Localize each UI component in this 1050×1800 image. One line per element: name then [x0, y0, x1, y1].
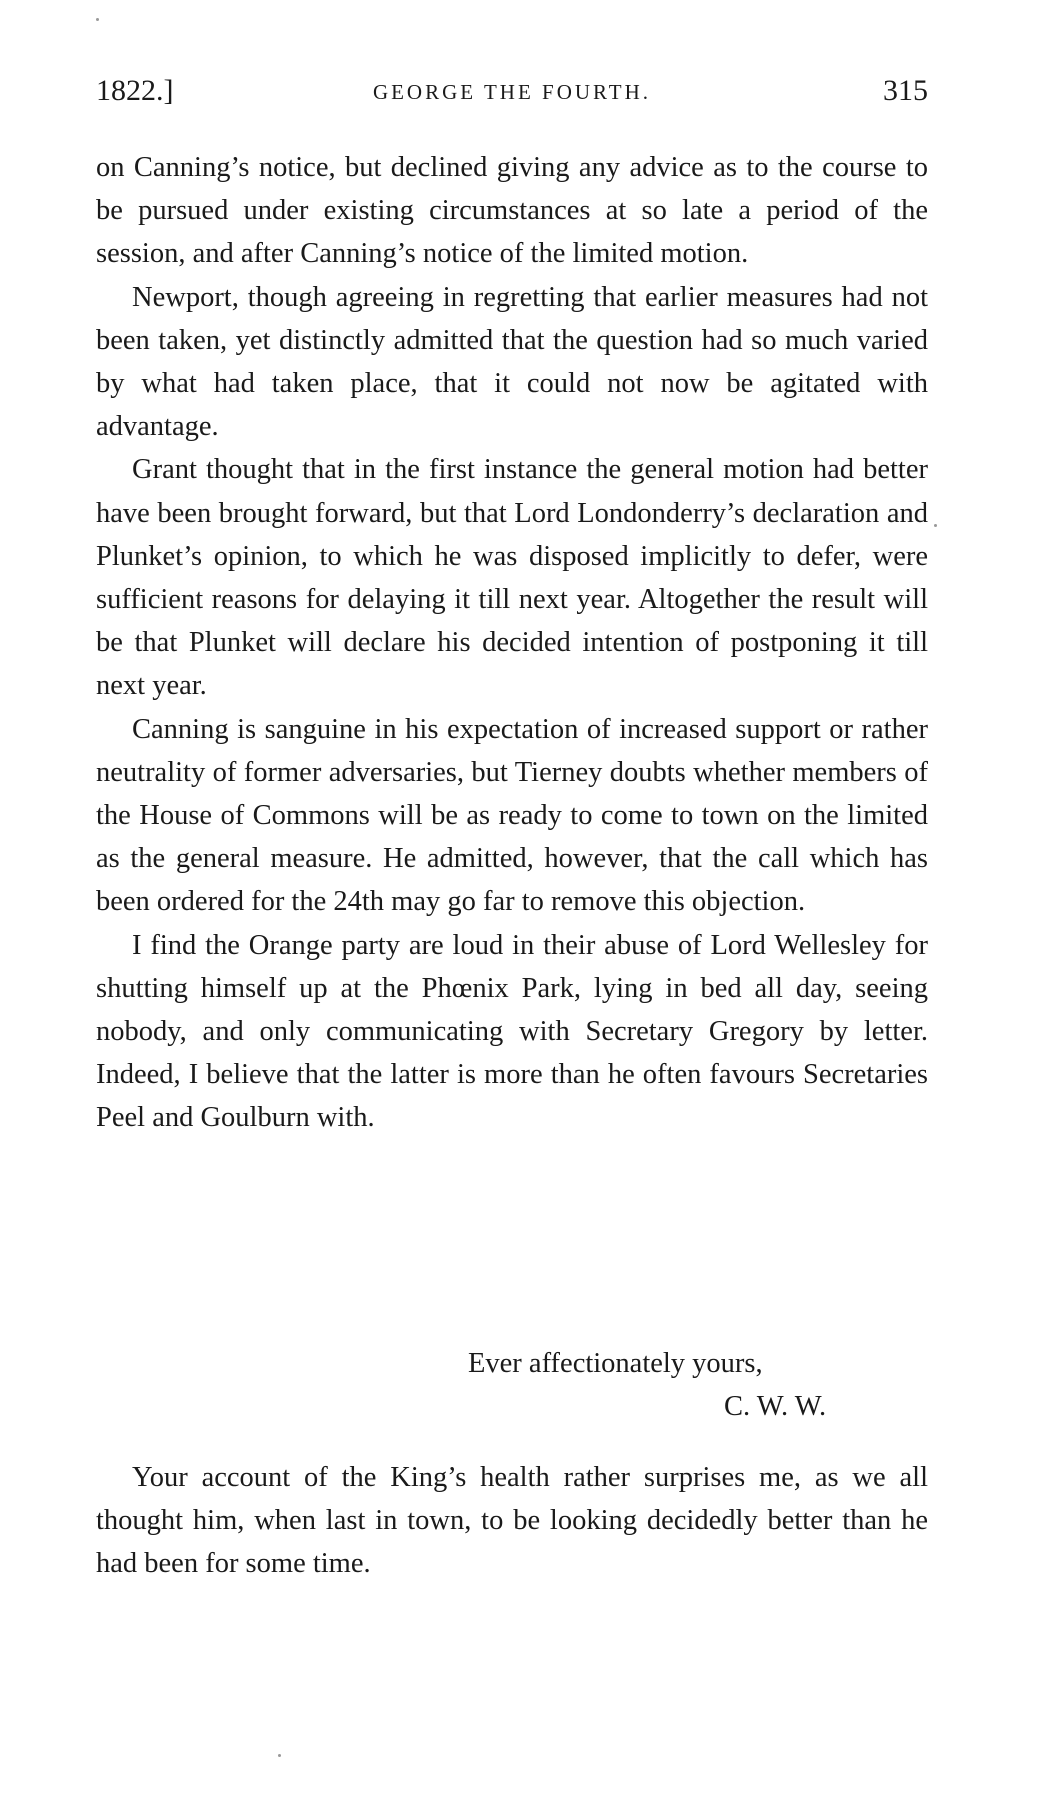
signature: C. W. W.: [724, 1391, 827, 1423]
paper-speck: [96, 18, 99, 21]
paragraph-4: Canning is sanguine in his expectation of increased support or rather neutrality of former adversaries, but Tierney doubts whether members of the House of Commons will be as ready to come to town on the limited as the general measure. He admitted, however, that the call which has been ordered for the 24th may go far to remove this objection.: [96, 713, 928, 918]
paragraph-1: on Canning’s notice, but declined giving any advice as to the course to be pursued under existing circumstances at so late a period of the session, and after Canning’s notice of the limited motion.: [96, 152, 928, 270]
paper-speck: [934, 524, 937, 527]
page-number: 315: [883, 74, 928, 107]
running-title: GEORGE THE FOURTH.: [372, 80, 652, 104]
running-header: [96, 74, 928, 118]
header-year: 1822.]: [96, 74, 174, 107]
paragraph-5: I find the Orange party are loud in their abuse of Lord Wellesley for shutting himself up at the Phœnix Park, lying in bed all day, seeing nobody, and only communicating with Secretary Gregory by letter. Indeed, I believe that the latter is more than he often favours Secretaries Peel and Goulburn with.: [96, 929, 928, 1134]
paper-speck: [278, 1754, 281, 1757]
paragraph-3: Grant thought that in the first instance the general motion had better have been brought forward, but that Lord Londonderry’s declaration and Plunket’s opinion, to which he was disposed implicitly to defer, were sufficient reasons for delaying it till next year. Altogether the result will be that Plunket will declare his decided intention of postponing it till next year.: [96, 454, 928, 702]
valediction: [96, 1342, 928, 1428]
letter-body: [96, 146, 928, 1140]
paragraph-2: Newport, though agreeing in regretting that earlier measures had not been taken, yet distinctly admitted that the question had so much varied by what had taken place, that it could not now be agitated with advantage.: [96, 281, 928, 443]
postscript: Your account of the King’s health rather surprises me, as we all thought him, when last in town, to be looking decidedly better than he had been for some time.: [96, 1462, 928, 1580]
closing-line: Ever affectionately yours,: [468, 1348, 763, 1379]
